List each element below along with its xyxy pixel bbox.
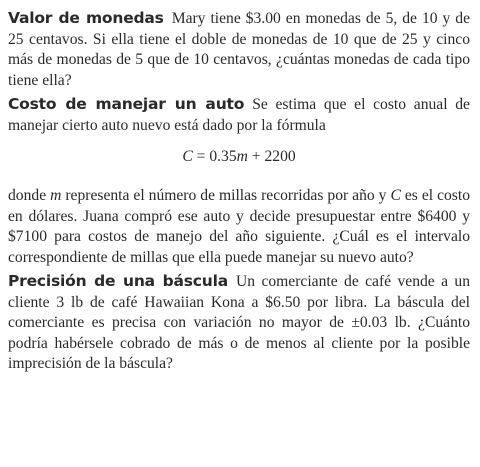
problem-car-cost: [8, 94, 470, 136]
problem-title: Valor de monedas: [8, 9, 164, 27]
problem-text: donde: [8, 187, 51, 204]
formula-coefficient: = 0.35: [192, 148, 237, 165]
formula-variable-m: m: [236, 148, 248, 165]
cost-formula: [8, 148, 470, 166]
problem-title: Costo de manejar un auto: [8, 95, 245, 113]
problem-text: es el costo en dólares. Juana compró ese auto y decide presupuestar entre $6400 y $7100 para costos de manejo del año siguiente. ¿Cuál es el intervalo correspondiente de millas que ella puede manejar su nuevo auto?: [8, 187, 470, 266]
problem-text: representa el número de millas recorridas por año y: [61, 187, 391, 204]
problem-title: Precisión de una báscula: [8, 272, 229, 290]
problem-scale-precision: [8, 271, 470, 375]
formula-constant: + 2200: [247, 148, 296, 165]
textbook-page: [8, 8, 470, 375]
problem-text: Mary tiene $3.00 en monedas de 5, de 10 y de 25 centavos. Si ella tiene el doble de monedas de 10 que de 25 y cinco más de monedas de 5 que de 10 centavos, ¿cuántas monedas de cada tipo tiene ella?: [8, 10, 470, 89]
problem-car-cost-continued: [8, 186, 470, 268]
variable-c: C: [390, 187, 401, 204]
problem-text: Un comerciante de café vende a un cliente 3 lb de café Hawaiian Kona a $6.50 por libra. La báscula del comerciante es precisa con variación no mayor de ±0.03 lb. ¿Cuánto podría habérsele cobrado de más o de menos al cliente por la posible imprecisión de la báscula?: [8, 273, 471, 372]
formula-variable-c: C: [182, 148, 193, 165]
variable-m: m: [50, 187, 62, 204]
problem-coin-values: [8, 8, 470, 91]
problem-text: Se estima que el costo anual de manejar cierto auto nuevo está dado por la fórmula: [8, 96, 470, 134]
